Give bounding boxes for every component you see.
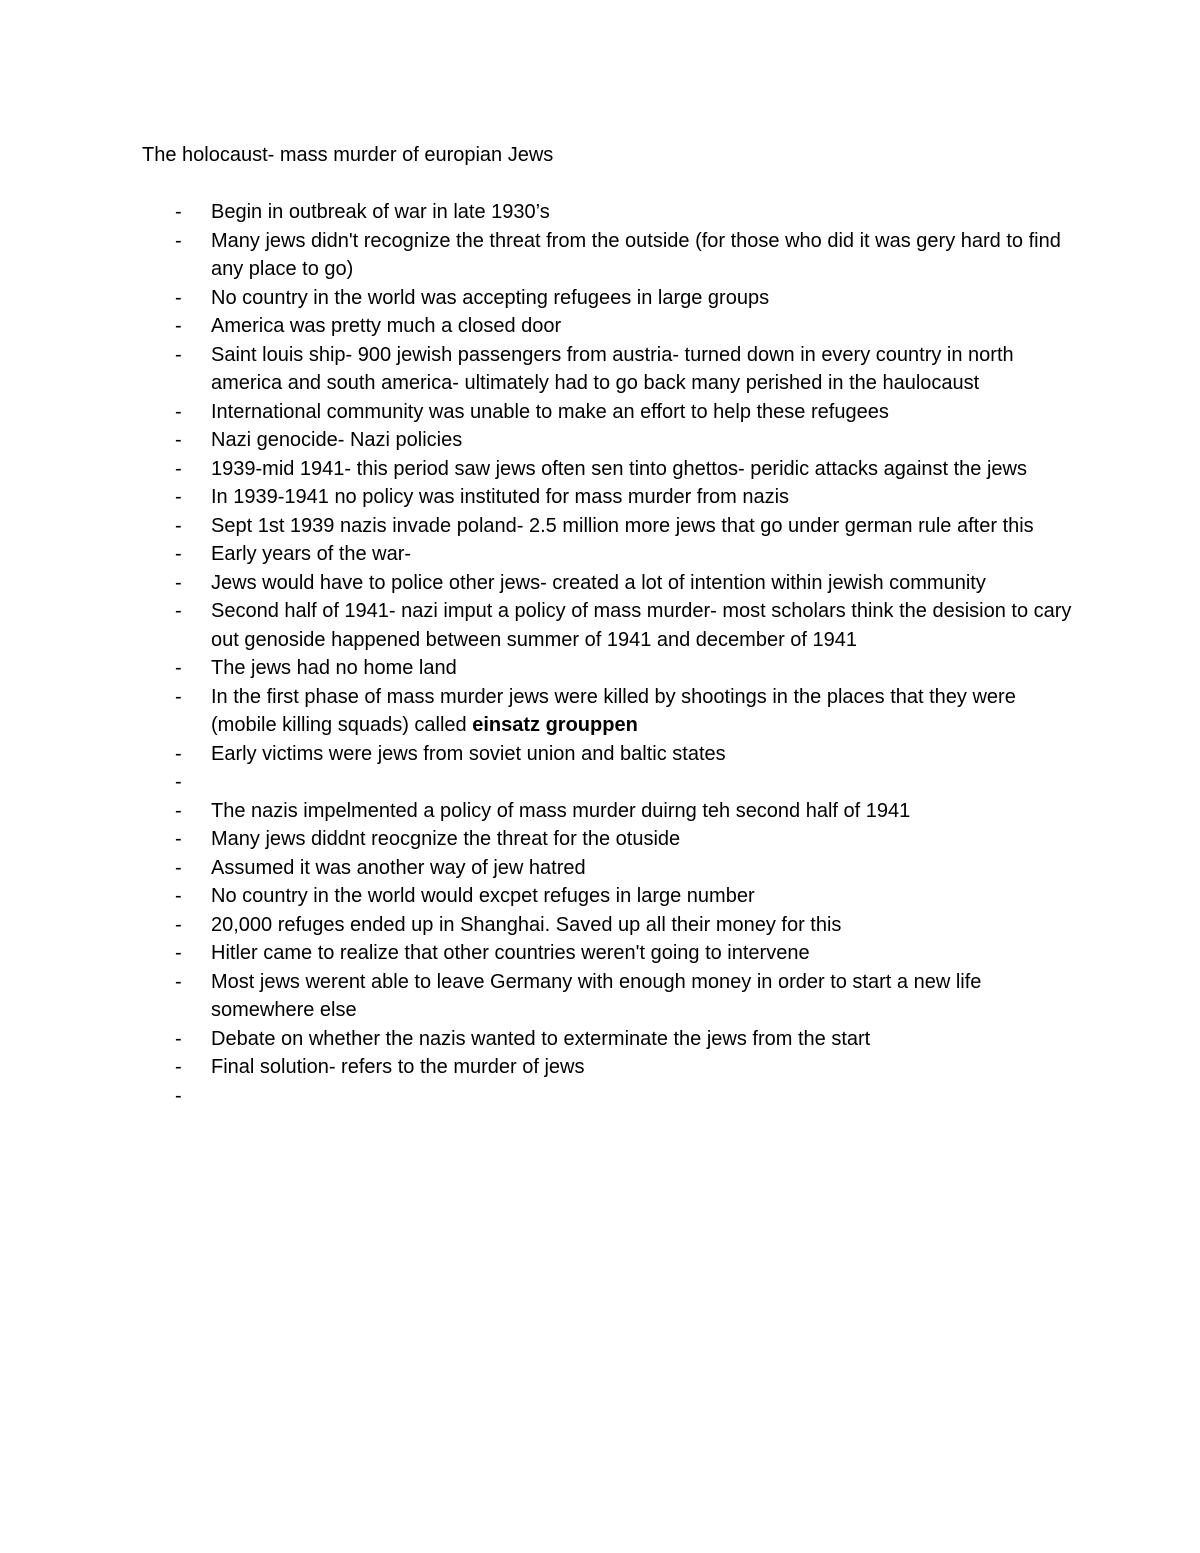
document-title: The holocaust- mass murder of europian Jews	[142, 144, 554, 166]
list-item	[142, 455, 1082, 484]
bullet-dash: -	[175, 685, 182, 708]
list-item-text: Early victims were jews from soviet union and baltic states	[211, 742, 726, 765]
list-item-text: Begin in outbreak of war in late 1930’s	[211, 201, 550, 223]
list-item	[142, 683, 1082, 740]
list-item-text: In 1939-1941 no policy was instituted for mass murder from nazis	[211, 486, 790, 508]
list-item-text: In the first phase of mass murder jews were killed by shootings in the places that they were (mobile killing squads) called	[211, 685, 1016, 736]
list-item-text: Early years of the war-	[211, 543, 412, 565]
bullet-dash: -	[175, 543, 182, 565]
list-item	[142, 882, 1082, 911]
list-item-text: Most jews werent able to leave Germany with enough money in order to start a new life somewhere else	[211, 970, 982, 1021]
bullet-dash: -	[175, 201, 182, 223]
list-item-text: 1939-mid 1941- this period saw jews often sen tinto ghettos- peridic attacks against the jews	[211, 457, 1027, 480]
list-item-text: Second half of 1941- nazi imput a policy of mass murder- most scholars think the desision to cary out genoside happened between summer of 1941 and december of 1941	[211, 600, 1072, 651]
list-item-text: Hitler came to realize that other countries weren't going to intervene	[211, 942, 810, 964]
bullet-dash: -	[175, 600, 182, 622]
list-item	[142, 227, 1082, 284]
bullet-dash: -	[175, 913, 182, 936]
bullet-dash: -	[175, 457, 182, 480]
list-item	[142, 1082, 1082, 1111]
list-item-text: Many jews diddnt reocgnize the threat for the otuside	[211, 828, 681, 850]
bullet-dash: -	[175, 742, 182, 765]
list-item	[142, 426, 1082, 455]
bullet-dash: -	[175, 771, 182, 793]
bullet-dash: -	[175, 514, 182, 537]
bullet-dash: -	[175, 885, 182, 907]
list-item	[142, 312, 1082, 341]
list-item-text: Many jews didn't recognize the threat from the outside (for those who did it was gery hard to find any place to go)	[211, 229, 1061, 280]
list-item	[142, 768, 1082, 797]
list-item	[142, 911, 1082, 940]
list-item-text: No country in the world would excpet refuges in large number	[211, 885, 755, 907]
list-item	[142, 597, 1082, 654]
list-item	[142, 654, 1082, 683]
list-item-text: No country in the world was accepting refugees in large groups	[211, 286, 770, 309]
bullet-dash: -	[175, 429, 182, 451]
bold-term: einsatz grouppen	[472, 714, 638, 736]
list-item	[142, 341, 1082, 398]
list-item	[142, 198, 1082, 227]
list-item	[142, 569, 1082, 598]
list-item	[142, 939, 1082, 968]
bullet-dash: -	[175, 1056, 182, 1078]
bullet-dash: -	[175, 571, 182, 594]
list-item-text: 20,000 refuges ended up in Shanghai. Saved up all their money for this	[211, 913, 842, 936]
list-item	[142, 512, 1082, 541]
list-item-text: Final solution- refers to the murder of jews	[211, 1056, 585, 1078]
list-item-text: America was pretty much a closed door	[211, 315, 562, 337]
list-item	[142, 968, 1082, 1025]
list-item	[142, 540, 1082, 569]
bullet-dash: -	[175, 856, 182, 879]
list-item-text: International community was unable to make an effort to help these refugees	[211, 400, 889, 423]
bullet-dash: -	[175, 343, 182, 366]
bullet-list	[142, 198, 1082, 1110]
list-item	[142, 740, 1082, 769]
list-item-text: Assumed it was another way of jew hatred	[211, 856, 586, 879]
list-item-text: Jews would have to police other jews- created a lot of intention within jewish community	[211, 571, 986, 594]
list-item-text: Saint louis ship- 900 jewish passengers from austria- turned down in every country in north america and south america- ultimately had to go back many perished in the haulocaust	[211, 343, 1014, 394]
bullet-dash: -	[175, 657, 182, 679]
list-item	[142, 398, 1082, 427]
bullet-dash: -	[175, 286, 182, 309]
list-item-text: The jews had no home land	[211, 657, 457, 679]
list-item	[142, 797, 1082, 826]
bullet-dash: -	[175, 315, 182, 337]
list-item-text: Nazi genocide- Nazi policies	[211, 429, 463, 451]
list-item	[142, 284, 1082, 313]
list-item	[142, 854, 1082, 883]
list-item-text: Debate on whether the nazis wanted to exterminate the jews from the start	[211, 1027, 871, 1050]
list-item	[142, 1025, 1082, 1054]
list-item-text: Sept 1st 1939 nazis invade poland- 2.5 million more jews that go under german rule after this	[211, 514, 1034, 537]
list-item	[142, 825, 1082, 854]
bullet-dash: -	[175, 400, 182, 423]
bullet-dash: -	[175, 828, 182, 850]
bullet-dash: -	[175, 970, 182, 993]
bullet-dash: -	[175, 942, 182, 964]
bullet-dash: -	[175, 1027, 182, 1050]
list-item	[142, 1053, 1082, 1082]
list-item-text: The nazis impelmented a policy of mass murder duirng teh second half of 1941	[211, 799, 911, 822]
bullet-dash: -	[175, 1084, 182, 1107]
bullet-dash: -	[175, 486, 182, 508]
bullet-dash: -	[175, 229, 182, 252]
bullet-dash: -	[175, 799, 182, 822]
list-item	[142, 483, 1082, 512]
